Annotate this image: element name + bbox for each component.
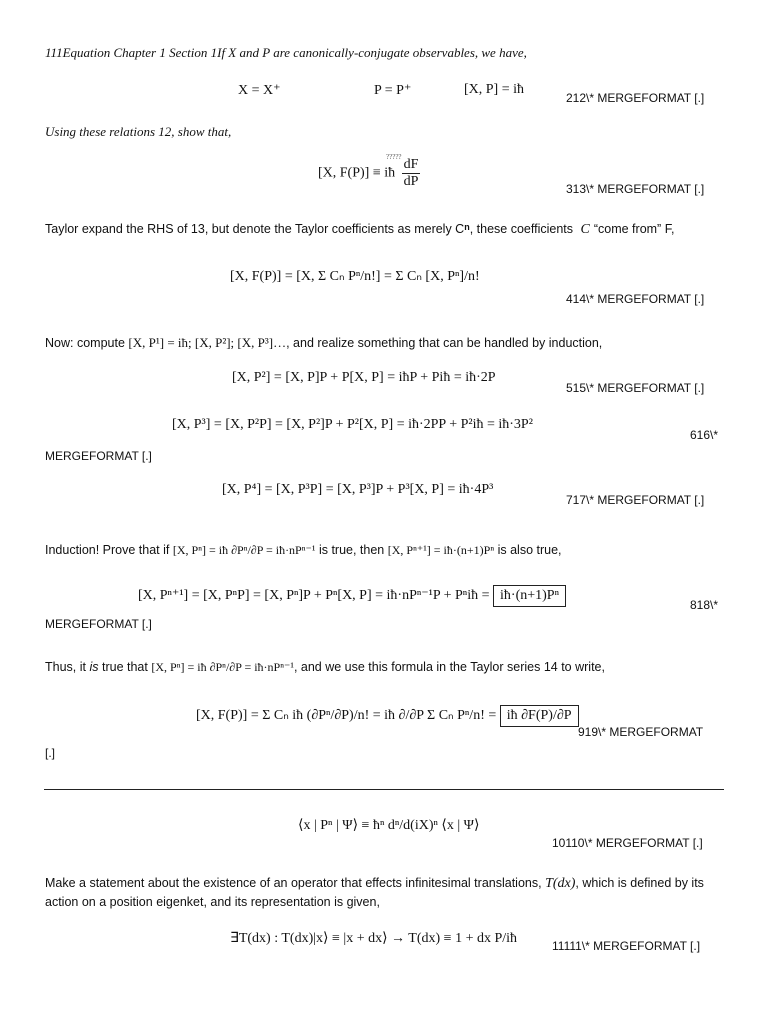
eq5-number: 515\* MERGEFORMAT [.] bbox=[566, 381, 705, 395]
eq11: ∃T(dx) : T(dx)|x⟩ ≡ |x + dx⟩ → T(dx) ≡ 1 + dx P/iħ bbox=[230, 931, 518, 946]
line9-formula: [X, Pⁿ] = iħ ∂Pⁿ/∂P = iħ·nPⁿ⁻¹ bbox=[151, 660, 294, 674]
eq6: [X, P³] = [X, P²P] = [X, P²]P + P²[X, P] = iħ·2PP + P²iħ = iħ·3P² bbox=[172, 417, 533, 432]
line4-formula: [X, P¹] = iħ; [X, P²]; [X, P³]… bbox=[128, 335, 287, 350]
eq8-body: [X, Pⁿ⁺¹] = [X, PⁿP] = [X, Pⁿ]P + Pⁿ[X, P] = iħ·nPⁿ⁻¹P + Pⁿiħ = bbox=[138, 588, 490, 603]
eq3: [X, F(P)] = [X, Σ Cₙ Pⁿ/n!] = Σ Cₙ [X, Pⁿ]/n! bbox=[230, 269, 480, 284]
line3-text-b: , these coefficients bbox=[469, 222, 574, 236]
line9-text-b: true that bbox=[102, 660, 148, 674]
line8-text-a: Induction! Prove that if bbox=[45, 543, 170, 557]
eq2 bbox=[318, 157, 423, 190]
line3-coefficient: C bbox=[580, 222, 590, 237]
line9-text-a: Thus, it bbox=[45, 660, 86, 674]
eq9 bbox=[196, 705, 579, 727]
header-line: 111Equation Chapter 1 Section 1If X and P are canonically-conjugate observables, we have, bbox=[45, 45, 527, 60]
eq6-number-cont: MERGEFORMAT [.] bbox=[45, 449, 152, 463]
eq11-number: 11111\* MERGEFORMAT [.] bbox=[552, 939, 701, 953]
eq2-numerator: dF bbox=[403, 157, 419, 172]
eq1-b: P = P⁺ bbox=[374, 83, 412, 98]
line9-text-d: , and we use this formula in the Taylor series 14 to write, bbox=[293, 660, 605, 674]
section-divider bbox=[44, 789, 724, 790]
translation-line bbox=[45, 876, 704, 892]
instruction-line-2: Using these relations 12, show that, bbox=[45, 124, 232, 139]
eq1-a: X = X⁺ bbox=[238, 83, 281, 98]
instruction-line-4 bbox=[45, 335, 602, 351]
instruction-line-3 bbox=[45, 222, 674, 238]
line8-text-c: is true, then bbox=[318, 543, 385, 557]
thus-line bbox=[45, 660, 605, 675]
eq2-number: 313\* MERGEFORMAT [.] bbox=[566, 182, 705, 196]
eq9-body: [X, F(P)] = Σ Cₙ iħ (∂Pⁿ/∂P)/n! = iħ ∂/∂P Σ Cₙ Pⁿ/n! = bbox=[196, 708, 497, 723]
eq5: [X, P²] = [X, P]P + P[X, P] = iħP + Piħ = iħ·2P bbox=[232, 370, 496, 385]
line11-text-a: Make a statement about the existence of an operator that effects infinitesimal translations, bbox=[45, 876, 542, 890]
line8-conclusion: [X, Pⁿ⁺¹] = iħ·(n+1)Pⁿ bbox=[387, 543, 495, 557]
induction-line bbox=[45, 543, 562, 558]
line9-is: is bbox=[89, 660, 99, 674]
eq8-number: 818\* bbox=[690, 598, 719, 612]
line3-text-d: “come from” F, bbox=[593, 222, 675, 236]
eq10-number: 10110\* MERGEFORMAT [.] bbox=[552, 836, 703, 850]
eq7: [X, P⁴] = [X, P³P] = [X, P³]P + P³[X, P] = iħ·4P³ bbox=[222, 482, 494, 497]
line8-hypothesis: [X, Pⁿ] = iħ ∂Pⁿ/∂P = iħ·nPⁿ⁻¹ bbox=[172, 543, 316, 557]
eq8-number-cont: MERGEFORMAT [.] bbox=[45, 617, 152, 631]
eq3-number: 414\* MERGEFORMAT [.] bbox=[566, 292, 705, 306]
line8-text-e: is also true, bbox=[497, 543, 562, 557]
line3-text-a: Taylor expand the RHS of 13, but denote the Taylor coefficients as merely C bbox=[45, 222, 465, 236]
eq2-lhs: [X, F(P)] ≡ iħ bbox=[318, 165, 396, 181]
eq6-number: 616\* bbox=[690, 428, 719, 442]
eq9-boxed-result: iħ ∂F(P)/∂P bbox=[500, 705, 579, 727]
line4-text-c: , and realize something that can be handled by induction, bbox=[286, 336, 603, 350]
eq8-boxed-result: iħ·(n+1)Pⁿ bbox=[493, 585, 566, 607]
eq7-number: 717\* MERGEFORMAT [.] bbox=[566, 493, 705, 507]
line11-operator: T(dx) bbox=[545, 876, 576, 891]
line4-text-a: Now: compute bbox=[45, 336, 125, 350]
line11-text-c: , which is defined by its bbox=[575, 876, 704, 890]
eq10: ⟨x | Pⁿ | Ψ⟩ ≡ ħⁿ dⁿ/d(iX)ⁿ ⟨x | Ψ⟩ bbox=[298, 818, 480, 833]
eq2-over-mark: ????? bbox=[386, 153, 402, 161]
eq1-number: 212\* MERGEFORMAT [.] bbox=[566, 91, 705, 105]
eq1-c: [X, P] = iħ bbox=[464, 82, 525, 97]
eq2-denominator: dP bbox=[403, 174, 419, 189]
translation-line-2: action on a position eigenket, and its representation is given, bbox=[45, 895, 380, 909]
eq9-number: 919\* MERGEFORMAT bbox=[578, 725, 704, 739]
eq2-fraction bbox=[402, 157, 421, 190]
eq8 bbox=[138, 585, 566, 607]
line3-subscript: n bbox=[464, 222, 470, 232]
eq9-number-cont: [.] bbox=[45, 746, 56, 760]
